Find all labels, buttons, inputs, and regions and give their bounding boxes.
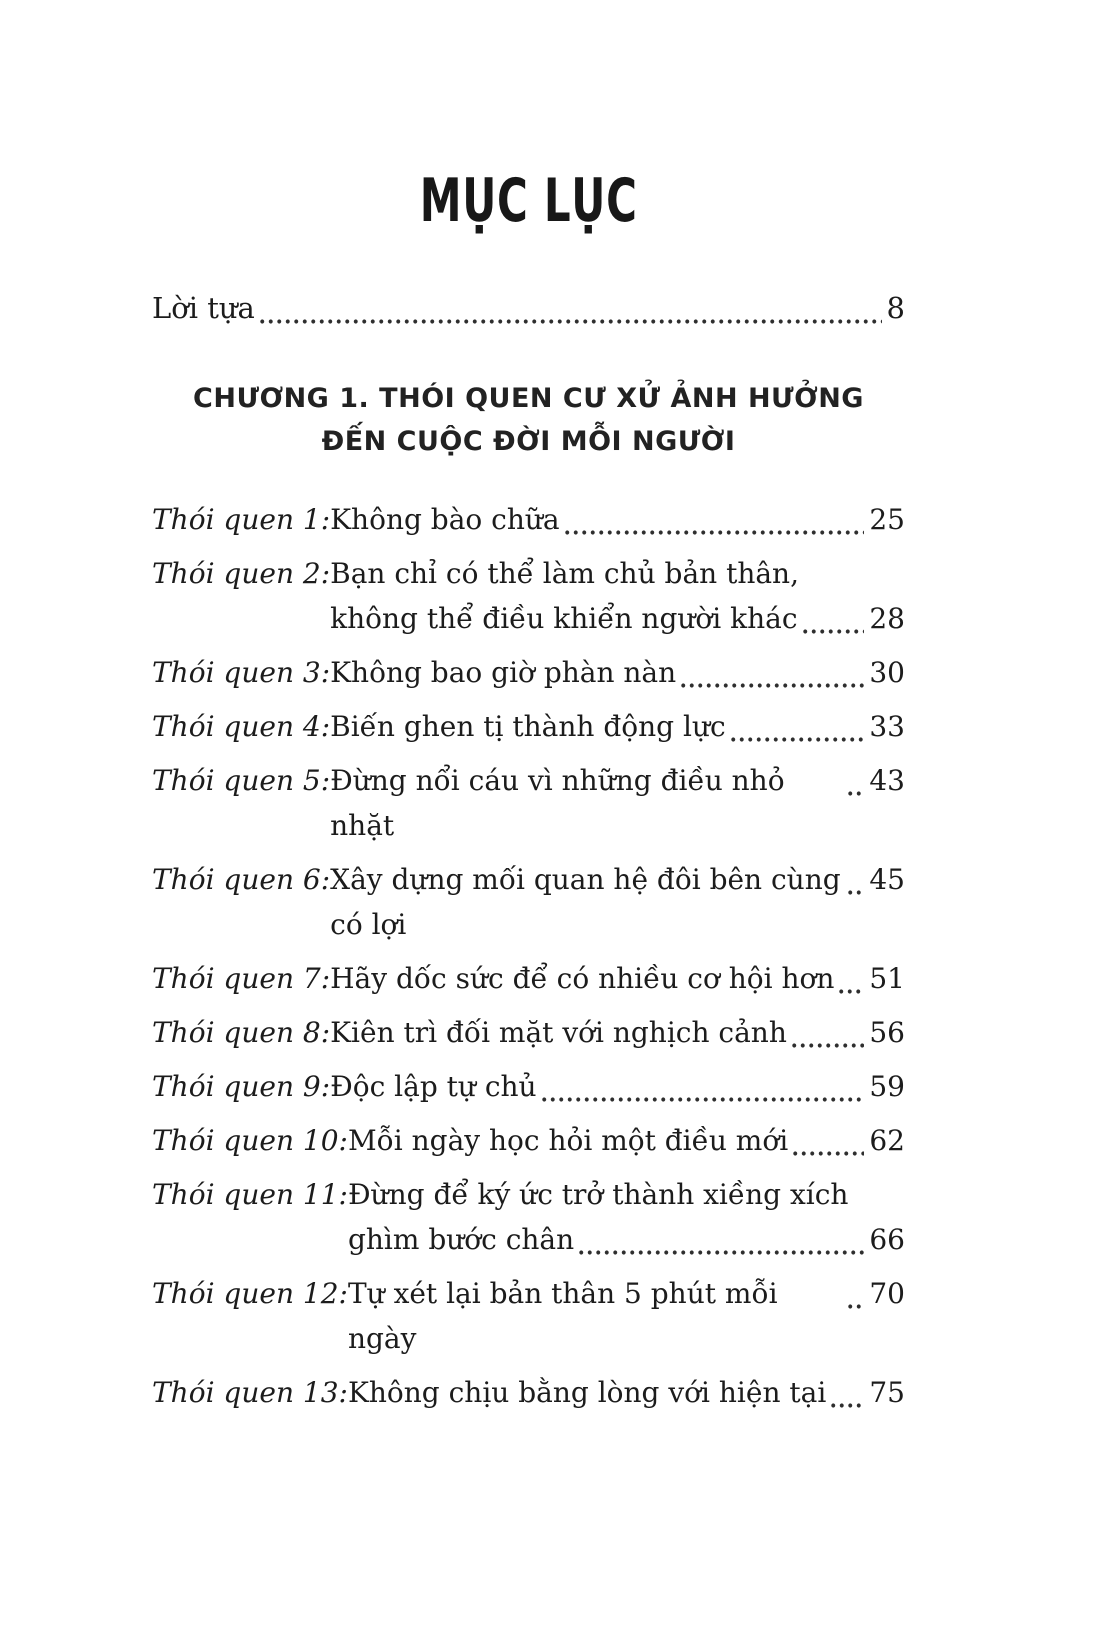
entry-title: ghìm bước chân bbox=[347, 1223, 575, 1257]
chapter-heading bbox=[152, 377, 905, 463]
entry-content bbox=[330, 497, 905, 542]
entry-content bbox=[330, 551, 905, 641]
entry-line bbox=[330, 650, 905, 695]
entry-line bbox=[330, 497, 905, 542]
dot-leader bbox=[829, 1370, 864, 1415]
entry-label: Thói quen 13: bbox=[152, 1376, 348, 1410]
chapter-heading-line2: ĐẾN CUỘC ĐỜI MỖI NGƯỜI bbox=[321, 426, 736, 458]
entry-page-number: 56 bbox=[869, 1016, 905, 1050]
entry-content bbox=[330, 956, 905, 1001]
entry-label: Thói quen 6: bbox=[152, 863, 331, 897]
entry-content bbox=[348, 1118, 905, 1163]
dot-leader bbox=[679, 650, 864, 695]
entry-title: Biến ghen tị thành động lực bbox=[330, 710, 726, 744]
toc-entry bbox=[152, 857, 905, 947]
dot-leader bbox=[790, 1010, 865, 1055]
entry-label: Thói quen 12: bbox=[152, 1277, 348, 1311]
entry-label: Thói quen 11: bbox=[152, 1178, 348, 1212]
entry-content bbox=[330, 758, 905, 848]
entry-label: Thói quen 4: bbox=[152, 710, 331, 744]
dot-leader bbox=[563, 497, 865, 542]
entry-title: Bạn chỉ có thể làm chủ bản thân, bbox=[330, 557, 799, 591]
entry-page-number: 25 bbox=[869, 503, 905, 537]
entry-label: Thói quen 1: bbox=[152, 503, 331, 537]
dot-leader bbox=[577, 1217, 864, 1262]
entry-title: Không bào chữa bbox=[330, 503, 560, 537]
entry-title: Độc lập tự chủ bbox=[330, 1070, 537, 1104]
entry-content bbox=[330, 650, 905, 695]
entry-title: Xây dựng mối quan hệ đôi bên cùng có lợi bbox=[330, 863, 841, 942]
entry-page-number: 30 bbox=[869, 656, 905, 690]
dot-leader bbox=[540, 1064, 865, 1109]
entry-page-number: 45 bbox=[869, 863, 905, 897]
entry-content bbox=[330, 857, 905, 947]
entry-line bbox=[348, 1172, 905, 1217]
entry-line bbox=[330, 956, 905, 1001]
entry-title: không thể điều khiển người khác bbox=[330, 602, 798, 636]
toc-entry bbox=[152, 758, 905, 848]
page-title-wrap bbox=[152, 168, 905, 234]
toc-entry bbox=[152, 497, 905, 542]
entry-line bbox=[330, 758, 905, 848]
entry-page-number: 33 bbox=[869, 710, 905, 744]
entry-line bbox=[330, 551, 905, 596]
entry-page-number: 43 bbox=[869, 764, 905, 798]
entry-title: Không chịu bằng lòng với hiện tại bbox=[347, 1376, 827, 1410]
dot-leader bbox=[729, 704, 865, 749]
dot-leader bbox=[837, 956, 864, 1001]
dot-leader bbox=[791, 1118, 864, 1163]
entry-page-number: 28 bbox=[869, 602, 905, 636]
toc-entries bbox=[152, 497, 905, 1415]
toc-entry bbox=[152, 1370, 905, 1415]
entry-content bbox=[330, 1010, 905, 1055]
toc-entry bbox=[152, 1271, 905, 1361]
preface-row bbox=[152, 286, 905, 331]
entry-line bbox=[348, 1118, 905, 1163]
entry-line bbox=[330, 596, 905, 641]
preface-label: Lời tựa bbox=[152, 291, 255, 325]
dot-leader bbox=[801, 596, 865, 641]
dot-leader bbox=[846, 758, 864, 848]
entry-label: Thói quen 3: bbox=[152, 656, 331, 690]
entry-line bbox=[330, 704, 905, 749]
entry-label: Thói quen 9: bbox=[152, 1070, 331, 1104]
entry-page-number: 70 bbox=[869, 1277, 905, 1311]
entry-title: Mỗi ngày học hỏi một điều mới bbox=[347, 1124, 789, 1158]
entry-line bbox=[330, 857, 905, 947]
entry-line bbox=[348, 1217, 905, 1262]
entry-label: Thói quen 2: bbox=[152, 557, 331, 591]
entry-page-number: 75 bbox=[869, 1376, 905, 1410]
toc-entry bbox=[152, 704, 905, 749]
entry-line bbox=[330, 1064, 905, 1109]
entry-content bbox=[348, 1172, 905, 1262]
entry-label: Thói quen 10: bbox=[152, 1124, 348, 1158]
entry-title: Đừng nổi cáu vì những điều nhỏ nhặt bbox=[330, 764, 785, 843]
entry-page-number: 62 bbox=[869, 1124, 905, 1158]
entry-label: Thói quen 8: bbox=[152, 1016, 331, 1050]
entry-content bbox=[348, 1271, 905, 1361]
entry-page-number: 59 bbox=[869, 1070, 905, 1104]
toc-entry bbox=[152, 1172, 905, 1262]
page-title: MỤC LỤC bbox=[419, 166, 638, 236]
toc-entry bbox=[152, 650, 905, 695]
entry-content bbox=[330, 1064, 905, 1109]
entry-content bbox=[348, 1370, 905, 1415]
entry-title: Kiên trì đối mặt với nghịch cảnh bbox=[330, 1016, 787, 1050]
entry-label: Thói quen 5: bbox=[152, 764, 331, 798]
dot-leader bbox=[846, 1271, 864, 1361]
entry-title: Hãy dốc sức để có nhiều cơ hội hơn bbox=[330, 962, 835, 996]
toc-entry bbox=[152, 1010, 905, 1055]
entry-line bbox=[348, 1370, 905, 1415]
entry-title: Đừng để ký ức trở thành xiềng xích bbox=[347, 1178, 849, 1212]
entry-page-number: 51 bbox=[869, 962, 905, 996]
preface-page-number: 8 bbox=[886, 291, 905, 325]
chapter-heading-line1: CHƯƠNG 1. THÓI QUEN CƯ XỬ ẢNH HƯỞNG bbox=[193, 383, 864, 414]
dot-leader bbox=[258, 286, 882, 331]
entry-line bbox=[348, 1271, 905, 1361]
entry-page-number: 66 bbox=[869, 1223, 905, 1257]
entry-title: Tự xét lại bản thân 5 phút mỗi ngày bbox=[347, 1277, 778, 1356]
entry-label: Thói quen 7: bbox=[152, 962, 331, 996]
entry-line bbox=[330, 1010, 905, 1055]
entry-title: Không bao giờ phàn nàn bbox=[330, 656, 677, 690]
dot-leader bbox=[846, 857, 864, 947]
entry-content bbox=[330, 704, 905, 749]
toc-entry bbox=[152, 1118, 905, 1163]
toc-entry bbox=[152, 956, 905, 1001]
toc-entry bbox=[152, 1064, 905, 1109]
toc-entry bbox=[152, 551, 905, 641]
